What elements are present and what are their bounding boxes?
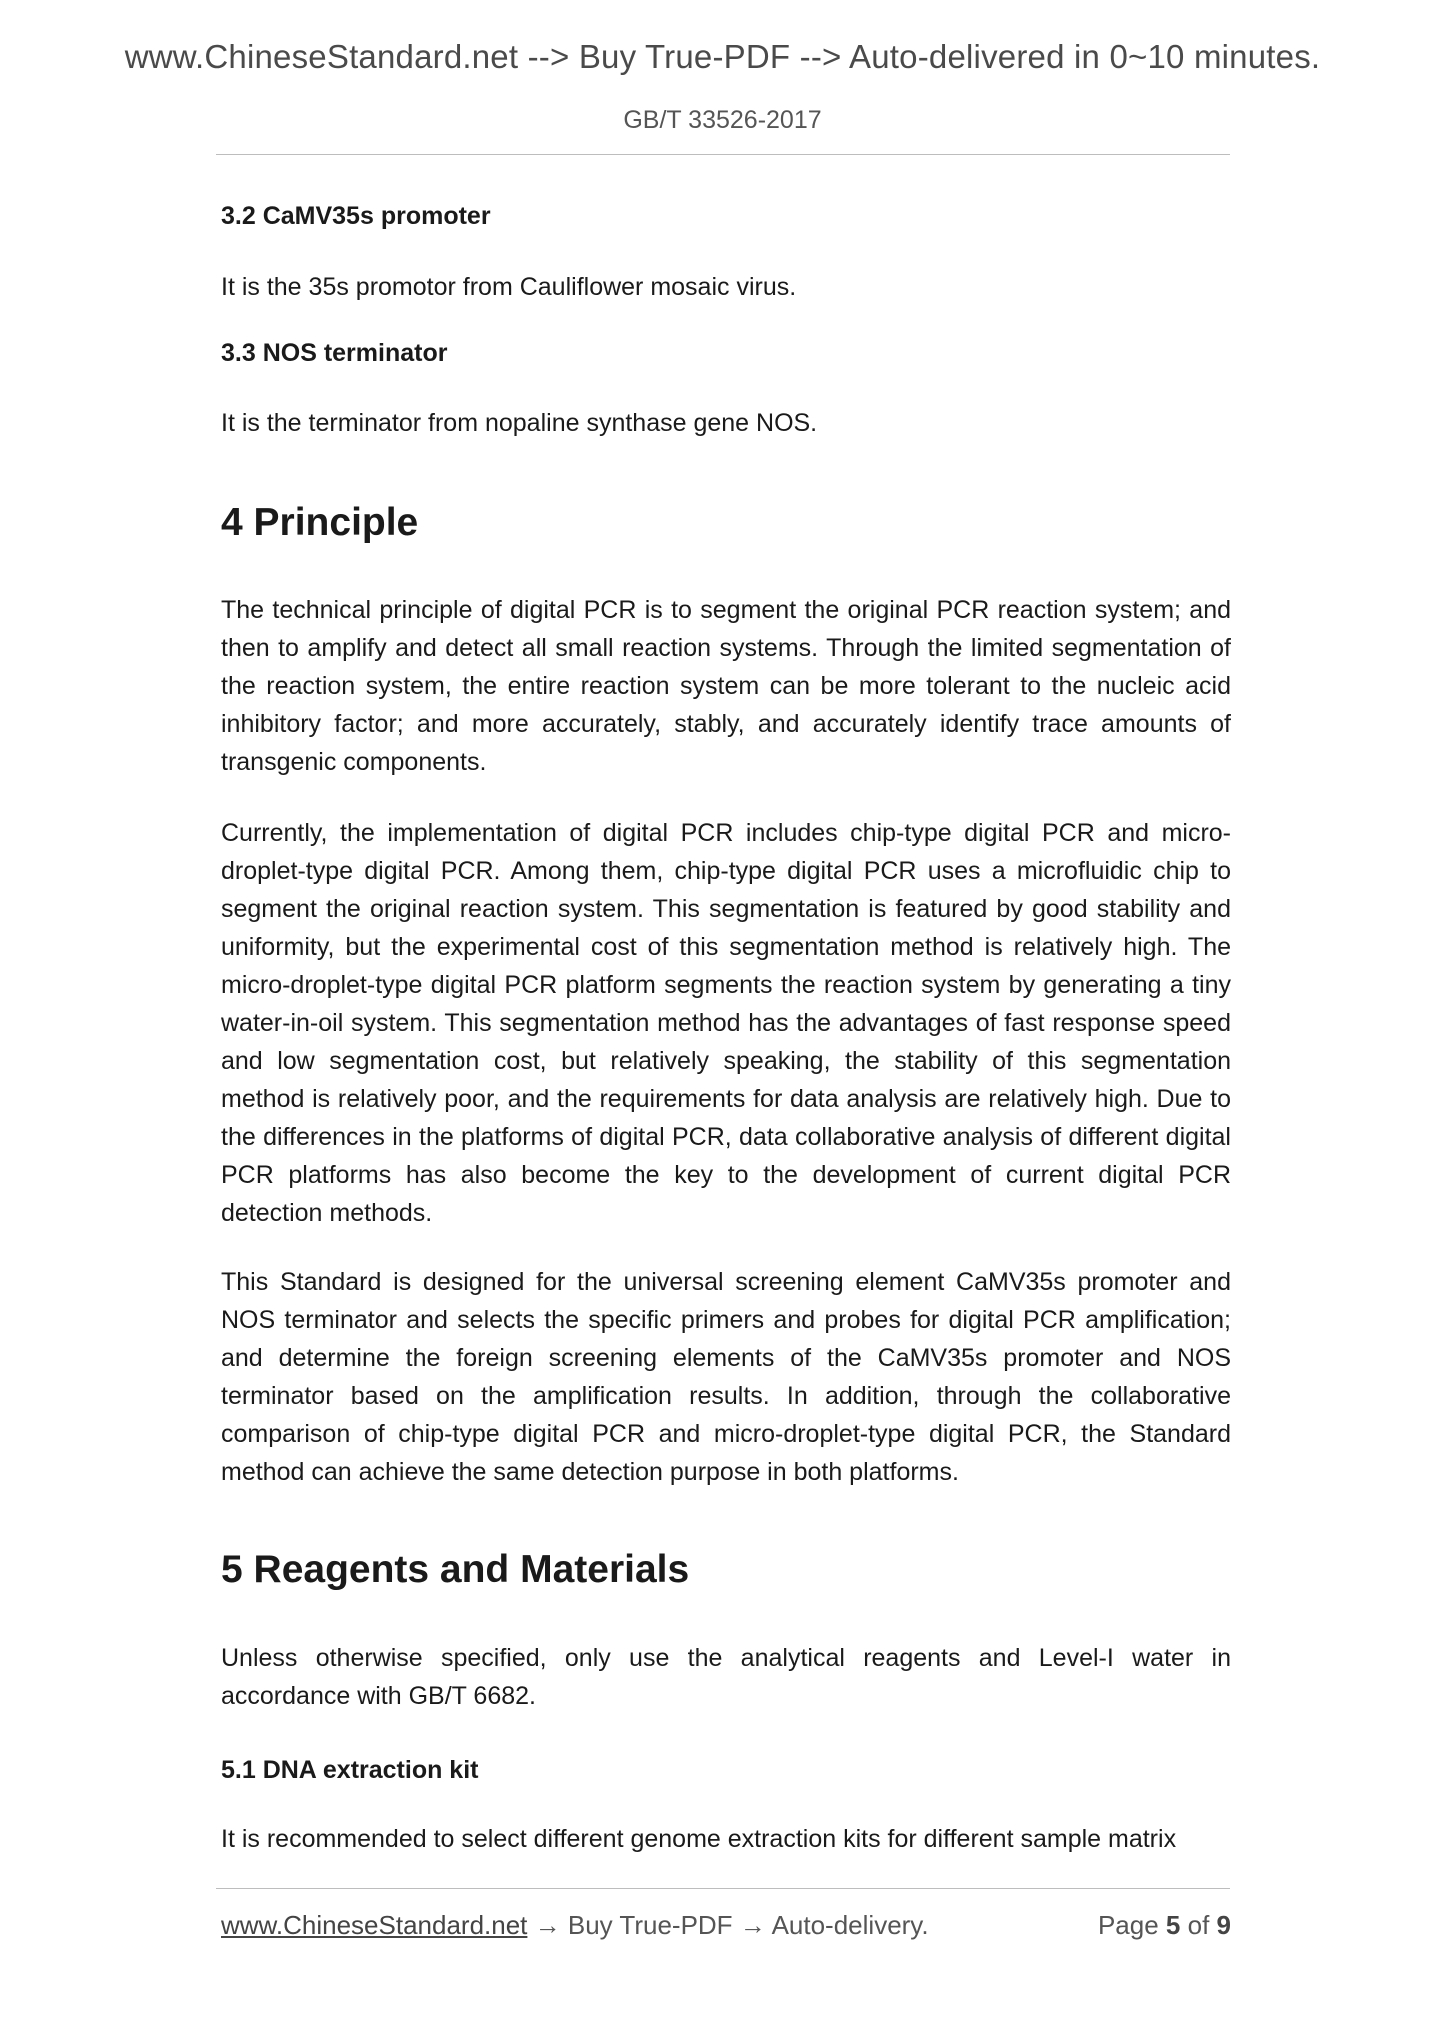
- document-code: GB/T 33526-2017: [623, 106, 822, 134]
- subsection-5-1-text: It is recommended to select different genome extraction kits for different sample matrix: [221, 1825, 1177, 1853]
- header-divider: [216, 154, 1230, 155]
- section-5-paragraph-1: Unless otherwise specified, only use the analytical reagents and Level-I water in accordance with GB/T 6682.: [221, 1644, 1231, 1710]
- section-4-title: 4 Principle: [221, 501, 419, 544]
- footer-tagline: → Buy True-PDF → Auto-delivery.: [527, 1910, 929, 1940]
- section-4-paragraph-1: The technical principle of digital PCR is to segment the original PCR reaction system; and then to amplify and detect all small reaction systems. Through the limited segmentation of the reaction system, the entire reaction system can be more tolerant to the nucleic acid inhibitory factor; and more accurately, stably, and accurately identify trace amounts of transgenic components.: [221, 596, 1231, 776]
- section-4-paragraph-3: This Standard is designed for the universal screening element CaMV35s promoter and NOS terminator and selects the specific primers and probes for digital PCR amplification; and determine the foreign screening elements of the CaMV35s promoter and NOS terminator based on the amplification results. In addition, through the collaborative comparison of chip-type digital PCR and micro-droplet-type digital PCR, the Standard method can achieve the same detection purpose in both platforms.: [221, 1268, 1231, 1486]
- footer-promo: [221, 1910, 929, 1941]
- total-pages: 9: [1216, 1910, 1231, 1940]
- footer-divider: [216, 1888, 1230, 1889]
- section-4-paragraph-2: Currently, the implementation of digital PCR includes chip-type digital PCR and micro-droplet-type digital PCR. Among them, chip-type digital PCR uses a microfluidic chip to segment the original reaction system. This segmentation is featured by good stability and uniformity, but the experimental cost of this segmentation method is relatively high. The micro-droplet-type digital PCR platform segments the reaction system by generating a tiny water-in-oil system. This segmentation method has the advantages of fast response speed and low segmentation cost, but relatively speaking, the stability of this segmentation method is relatively poor, and the requirements for data analysis are relatively high. Due to the differences in the platforms of digital PCR, data collaborative analysis of different digital PCR platforms has also become the key to the development of current digital PCR detection methods.: [221, 819, 1231, 1227]
- top-banner: www.ChineseStandard.net --> Buy True-PDF --> Auto-delivered in 0~10 minutes.: [124, 38, 1321, 75]
- subsection-3-3-text: It is the terminator from nopaline synthase gene NOS.: [221, 409, 818, 437]
- page-of-label: of: [1180, 1910, 1217, 1940]
- page-label: Page: [1097, 1910, 1166, 1940]
- subsection-3-2-title: 3.2 CaMV35s promoter: [221, 202, 491, 230]
- current-page: 5: [1165, 1910, 1181, 1940]
- section-5-title: 5 Reagents and Materials: [221, 1548, 690, 1591]
- subsection-3-3-title: 3.3 NOS terminator: [221, 339, 448, 367]
- footer-website-link[interactable]: www.ChineseStandard.net: [221, 1910, 528, 1940]
- subsection-3-2-text: It is the 35s promotor from Cauliflower mosaic virus.: [221, 273, 797, 301]
- subsection-5-1-title: 5.1 DNA extraction kit: [221, 1756, 479, 1784]
- page-number: [1098, 1910, 1231, 1941]
